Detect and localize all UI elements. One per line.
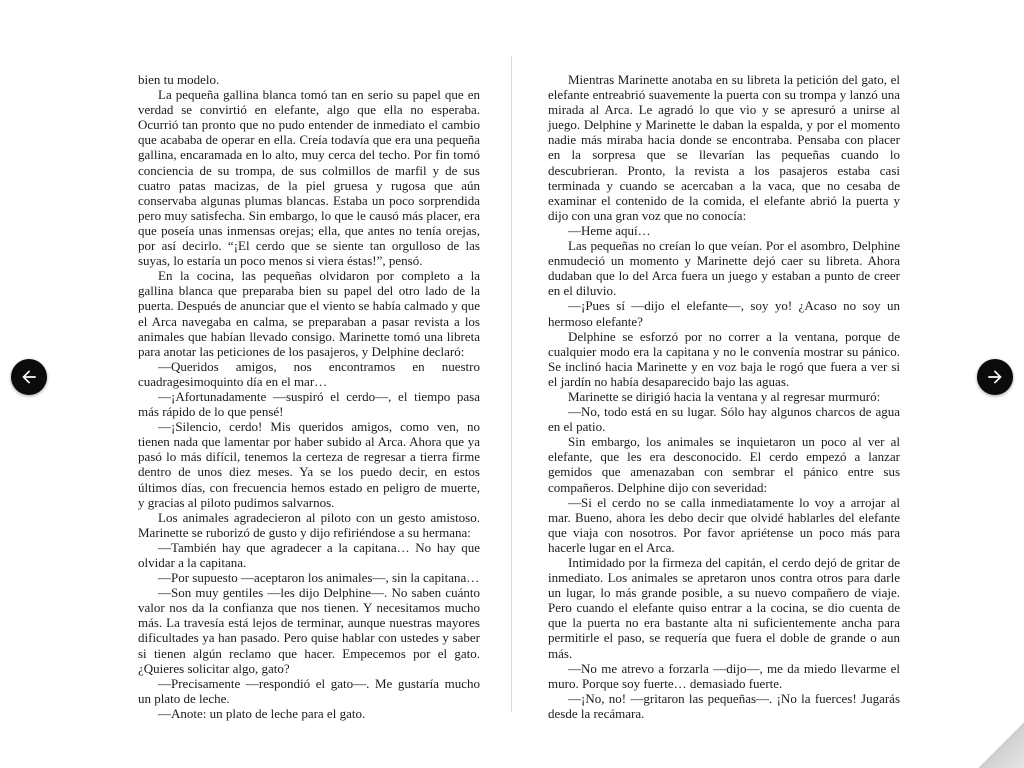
paragraph: Los animales agradecieron al piloto con un gesto amistoso. Marinette se ruborizó de gusto y dijo refiriéndose a su hermana:	[138, 509, 480, 540]
paragraph: Marinette se dirigió hacia la ventana y al regresar murmuró:	[568, 388, 881, 404]
paragraph: —¡Pues sí —dijo el elefante—, soy yo! ¿Acaso no soy un hermoso elefante?	[548, 298, 900, 329]
paragraph: —Son muy gentiles —les dijo Delphine—. No saben cuánto valor nos da la confianza que nos tienen. Y necesitamos mucho más. La travesía está lejos de terminar, aunque nuestras mayores dificultades ya han pasado. Pero quise hablar con ustedes y saber si tienen algún reclamo que hacer. Empecemos por el gato. ¿Quieres solicitar algo, gato?	[138, 585, 480, 676]
paragraph: Mientras Marinette anotaba en su libreta la petición del gato, el elefante entreabrió suavemente la puerta con su trompa y lanzó una mirada al Arca. Le agradó lo que vio y se apresuró a unirse al juego. Delphine y Marinette le daban la espalda, y por el momento nadie más miraba hacia donde se encontraba. Pensaba con placer en la sorpresa que se llevarían las pequeñas cuando lo descubrieran. Pronto, la revista a los pasajeros estaba casi terminada y cuando se acercaban a la vaca, que no cesaba de examinar el contenido de la comida, el elefante abrió la puerta y dijo con una gran voz que no conocía:	[548, 72, 900, 223]
previous-page-button[interactable]	[11, 359, 47, 395]
paragraph: La pequeña gallina blanca tomó tan en serio su papel que en verdad se convirtió en elefante, algo que ella no esperaba. Ocurrió tan pronto que no pudo entender de inmediato el cambio que acababa de operar en ella. Creía todavía que era una pequeña gallina, encaramada en lo alto, muy cerca del techo. Por fin tomó conciencia de su trompa, de sus colmillos de marfil y de sus cuatro patas macizas, de la piel gruesa y rugosa que aún conservaba algunas plumas blancas. Estaba un poco sorprendida pero muy satisfecha. Sin embargo, lo que le causó más placer, era que poseía unas inmensas orejas; ella, que antes no tenía orejas, por así decirlo. “¡El cerdo que se siente tan orgulloso de las suyas, lo estaría un poco menos si viera éstas!”, pensó.	[138, 87, 480, 269]
next-page-button[interactable]	[977, 359, 1013, 395]
right-page-text	[548, 72, 900, 721]
paragraph: —Si el cerdo no se calla inmediatamente lo voy a arrojar al mar. Bueno, ahora les debo decir que olvidé hablarles del elefante que viaja con nosotros. Por favor apriétense un poco más para hacerle lugar en el Arca.	[548, 494, 900, 555]
paragraph: —No, todo está en su lugar. Sólo hay algunos charcos de agua en el patio.	[548, 404, 900, 435]
page-curl[interactable]	[978, 722, 1024, 768]
arrow-left-icon	[19, 367, 39, 387]
paragraph: bien tu modelo.	[138, 72, 220, 87]
paragraph: —Queridos amigos, nos encontramos en nuestro cuadragesimoquinto día en el mar…	[138, 358, 480, 389]
paragraph: —Heme aquí…	[568, 222, 651, 238]
right-page	[512, 0, 1024, 768]
paragraph: —Precisamente —respondió el gato—. Me gustaría mucho un plato de leche.	[138, 675, 480, 706]
paragraph: —¡Silencio, cerdo! Mis queridos amigos, como ven, no tienen nada que lamentar por haber subido al Arca. Ahora que ya pasó lo más difícil, tenemos la certeza de regresar a tierra firme dentro de unos diez meses. Ya se los puedo decir, en estos últimos días, con frecuencia hemos estado en peligro de muerte, y gracias al piloto pudimos salvarnos.	[138, 419, 480, 510]
paragraph: Las pequeñas no creían lo que veían. Por el asombro, Delphine enmudeció un momento y Marinette dejó caer su libreta. Ahora dudaban que lo del Arca fuera un juego y estaban a punto de creer en el diluvio.	[548, 238, 900, 299]
paragraph: —También hay que agradecer a la capitana… No hay que olvidar a la capitana.	[138, 539, 480, 570]
paragraph: —¡No, no! —gritaron las pequeñas—. ¡No la fuerces! Jugarás desde la recámara.	[548, 690, 900, 721]
arrow-right-icon	[985, 367, 1005, 387]
paragraph: —Por supuesto —aceptaron los animales—, sin la capitana…	[158, 570, 480, 586]
left-page-text	[138, 72, 480, 721]
paragraph: —¡Afortunadamente —suspiró el cerdo—, el tiempo pasa más rápido de lo que pensé!	[138, 388, 480, 420]
paragraph: En la cocina, las pequeñas olvidaron por completo a la gallina blanca que preparaba bien su papel del otro lado de la puerta. Después de anunciar que el viento se había calmado y que el Arca navegaba en calma, se preparaban a pasar revista a los animales que habían llevado consigo. Marinette tomó una libreta para anotar las peticiones de los pasajeros, y Delphine declaró:	[138, 268, 480, 359]
paragraph: Delphine se esforzó por no correr a la ventana, porque de cualquier modo era la capitana y no le convenía mostrar su pánico. Se inclinó hacia Marinette y en voz baja le rogó que fuera a ver si el jardín no había desaparecido bajo las aguas.	[548, 328, 900, 389]
paragraph: Sin embargo, los animales se inquietaron un poco al ver al elefante, que les era desconocido. El cerdo empezó a lanzar gemidos que amenazaban con sembrar el pánico entre sus compañeros. Delphine dijo con severidad:	[548, 434, 900, 495]
paragraph: Intimidado por la firmeza del capitán, el cerdo dejó de gritar de inmediato. Los animales se apretaron unos contra otros para darle un lugar, lo más grande posible, a su nuevo compañero de viaje. Pero cuando el elefante quiso entrar a la cocina, se dio cuenta de que la puerta no era bastante alta ni suficientemente ancha para permitirle el paso, se requería que fuera el doble de grande o aun más.	[548, 555, 900, 661]
paragraph: —Anote: un plato de leche para el gato.	[158, 705, 366, 721]
paragraph: —No me atrevo a forzarla —dijo—, me da miedo llevarme el muro. Porque soy fuerte… demasiado fuerte.	[548, 660, 900, 691]
